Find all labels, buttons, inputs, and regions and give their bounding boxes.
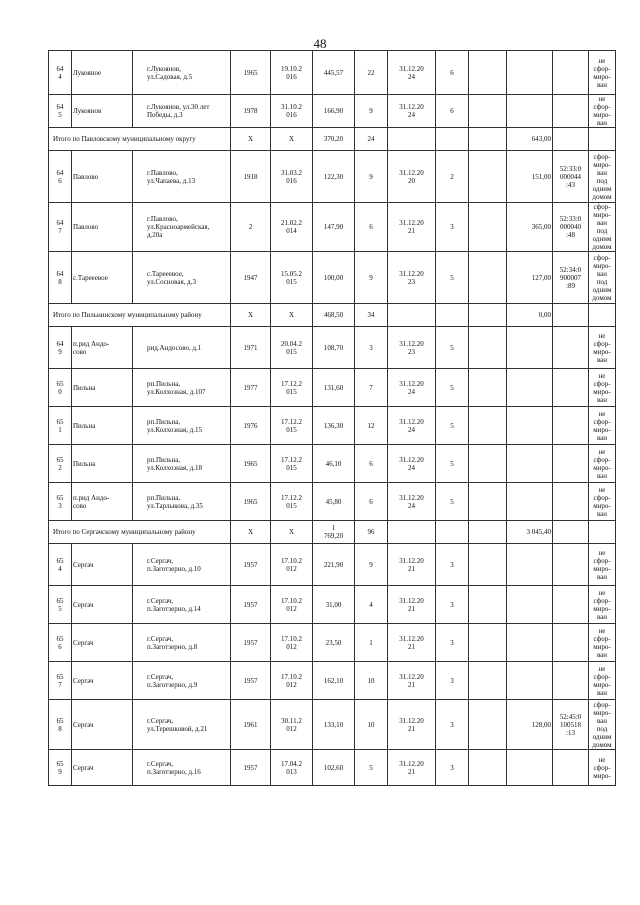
cell-locality: п.рид Андо- сово	[72, 327, 133, 369]
cell-empty	[388, 128, 436, 151]
cell-date: 17.10.2 012	[271, 662, 313, 700]
cell-date: 31.10.2 016	[271, 95, 313, 128]
total-sum: 643,00	[507, 128, 553, 151]
cell-residents: 4	[355, 586, 388, 624]
cell-empty	[553, 128, 589, 151]
cell-locality: Сергач	[72, 662, 133, 700]
cell-residents: 9	[355, 252, 388, 304]
total-x2: X	[271, 521, 313, 544]
cell-sum	[507, 624, 553, 662]
cell-date: 15.05.2 015	[271, 252, 313, 304]
cell-number: 65 5	[49, 586, 72, 624]
cell-empty	[436, 304, 469, 327]
cell-empty	[469, 203, 507, 252]
cell-number: 65 0	[49, 369, 72, 407]
cell-count: 6	[436, 95, 469, 128]
cell-address: г.Лукоянов, ул.Садовая, д.5	[133, 51, 231, 95]
cell-area: 31,00	[313, 586, 355, 624]
cell-count: 3	[436, 624, 469, 662]
cell-sum	[507, 586, 553, 624]
cell-date: 30.11.2 012	[271, 700, 313, 750]
cell-year: 1957	[231, 750, 271, 786]
cell-number: 64 5	[49, 95, 72, 128]
cell-land-status: сфор- миро- ван под одним домом	[589, 203, 616, 252]
cell-land-status: не сфор- миро- ван	[589, 662, 616, 700]
cell-residents: 1	[355, 624, 388, 662]
table-row	[49, 252, 616, 304]
total-x2: X	[271, 128, 313, 151]
cell-cadastral	[553, 95, 589, 128]
cell-deadline: 31.12.20 24	[388, 369, 436, 407]
cell-deadline: 31.12.20 24	[388, 445, 436, 483]
total-x2: X	[271, 304, 313, 327]
cell-area: 162,10	[313, 662, 355, 700]
cell-cadastral	[553, 51, 589, 95]
cell-year: 1976	[231, 407, 271, 445]
cell-sum	[507, 544, 553, 586]
cell-sum	[507, 327, 553, 369]
table-row	[49, 750, 616, 786]
cell-count: 5	[436, 369, 469, 407]
cell-cadastral: 52:45:0 100518 :13	[553, 700, 589, 750]
cell-deadline: 31.12.20 24	[388, 483, 436, 521]
cell-locality: п.рид Андо- сово	[72, 483, 133, 521]
cell-date: 17.12.2 015	[271, 483, 313, 521]
cell-empty	[469, 586, 507, 624]
cell-count: 3	[436, 544, 469, 586]
cell-cadastral: 52:33:0 000044 :43	[553, 151, 589, 203]
cell-sum: 127,00	[507, 252, 553, 304]
total-row	[49, 304, 616, 327]
cell-empty	[469, 252, 507, 304]
cell-cadastral	[553, 327, 589, 369]
cell-deadline: 31.12.20 21	[388, 624, 436, 662]
cell-residents: 6	[355, 203, 388, 252]
cell-address: г.Сергач, п.Заготзерно, д.10	[133, 544, 231, 586]
total-label: Итого по Павловскому муниципальному округу	[49, 128, 231, 151]
cell-year: 1965	[231, 51, 271, 95]
total-label: Итого по Пильнинскому муниципальному району	[49, 304, 231, 327]
cell-year: 1961	[231, 700, 271, 750]
register-table	[48, 50, 616, 786]
cell-sum	[507, 95, 553, 128]
total-residents: 96	[355, 521, 388, 544]
table-row	[49, 586, 616, 624]
cell-sum: 151,00	[507, 151, 553, 203]
cell-area: 45,80	[313, 483, 355, 521]
cell-area: 122,30	[313, 151, 355, 203]
table-row	[49, 51, 616, 95]
cell-area: 445,57	[313, 51, 355, 95]
table-row	[49, 327, 616, 369]
cell-locality: Пильна	[72, 369, 133, 407]
cell-empty	[436, 128, 469, 151]
cell-land-status: сфор- миро- ван под одним домом	[589, 252, 616, 304]
cell-land-status: не сфор- миро-	[589, 750, 616, 786]
cell-deadline: 31.12.20 21	[388, 662, 436, 700]
cell-locality: Сергач	[72, 544, 133, 586]
cell-number: 64 8	[49, 252, 72, 304]
cell-area: 221,90	[313, 544, 355, 586]
cell-count: 5	[436, 327, 469, 369]
cell-year: 1971	[231, 327, 271, 369]
cell-cadastral	[553, 662, 589, 700]
cell-cadastral	[553, 624, 589, 662]
cell-date: 17.12.2 015	[271, 369, 313, 407]
cell-area: 46,10	[313, 445, 355, 483]
cell-number: 65 6	[49, 624, 72, 662]
cell-empty	[589, 128, 616, 151]
cell-locality: Сергач	[72, 700, 133, 750]
cell-area: 100,00	[313, 252, 355, 304]
table-row	[49, 369, 616, 407]
cell-empty	[469, 51, 507, 95]
cell-land-status: сфор- миро- ван под одним домом	[589, 700, 616, 750]
cell-empty	[469, 304, 507, 327]
cell-empty	[469, 151, 507, 203]
table-row	[49, 445, 616, 483]
cell-land-status: не сфор- миро- ван	[589, 445, 616, 483]
cell-deadline: 31.12.20 21	[388, 586, 436, 624]
cell-sum	[507, 407, 553, 445]
cell-residents: 9	[355, 95, 388, 128]
table-row	[49, 95, 616, 128]
cell-address: с.Тарееевое, ул.Сосновая, д.3	[133, 252, 231, 304]
cell-sum: 128,00	[507, 700, 553, 750]
cell-number: 65 8	[49, 700, 72, 750]
cell-year: 1965	[231, 483, 271, 521]
cell-address: рп.Пильна, ул.Колхозная, д.15	[133, 407, 231, 445]
cell-number: 64 6	[49, 151, 72, 203]
cell-deadline: 31.12.20 24	[388, 51, 436, 95]
cell-address: рп.Пильна, ул.Колхозная, д.107	[133, 369, 231, 407]
cell-residents: 12	[355, 407, 388, 445]
cell-area: 166,90	[313, 95, 355, 128]
total-row	[49, 128, 616, 151]
cell-address: г.Сергач, ул.Терешковой, д.21	[133, 700, 231, 750]
cell-sum	[507, 662, 553, 700]
cell-land-status: не сфор- миро- ван	[589, 369, 616, 407]
cell-date: 17.10.2 012	[271, 586, 313, 624]
cell-cadastral	[553, 586, 589, 624]
cell-year: 1957	[231, 586, 271, 624]
cell-land-status: не сфор- миро- ван	[589, 407, 616, 445]
cell-empty	[469, 327, 507, 369]
cell-count: 2	[436, 151, 469, 203]
cell-sum	[507, 51, 553, 95]
total-label: Итого по Сергачскому муниципальному району	[49, 521, 231, 544]
cell-deadline: 31.12.20 21	[388, 544, 436, 586]
total-x1: X	[231, 128, 271, 151]
cell-area: 23,50	[313, 624, 355, 662]
cell-date: 20.04.2 015	[271, 327, 313, 369]
cell-cadastral	[553, 445, 589, 483]
cell-locality: Сергач	[72, 586, 133, 624]
cell-locality: Сергач	[72, 624, 133, 662]
cell-deadline: 31.12.20 21	[388, 700, 436, 750]
cell-land-status: сфор- миро- ван под одним домом	[589, 151, 616, 203]
cell-area: 136,30	[313, 407, 355, 445]
cell-residents: 7	[355, 369, 388, 407]
cell-number: 64 7	[49, 203, 72, 252]
cell-empty	[388, 521, 436, 544]
total-x1: X	[231, 304, 271, 327]
cell-deadline: 31.12.20 23	[388, 252, 436, 304]
cell-year: 1918	[231, 151, 271, 203]
cell-date: 17.12.2 015	[271, 445, 313, 483]
cell-count: 3	[436, 203, 469, 252]
cell-count: 5	[436, 252, 469, 304]
cell-sum	[507, 750, 553, 786]
cell-cadastral	[553, 750, 589, 786]
total-sum: 0,00	[507, 304, 553, 327]
table-row	[49, 700, 616, 750]
cell-deadline: 31.12.20 20	[388, 151, 436, 203]
cell-area: 131,60	[313, 369, 355, 407]
cell-empty	[469, 700, 507, 750]
cell-count: 6	[436, 51, 469, 95]
cell-year: 1977	[231, 369, 271, 407]
total-area: 370,20	[313, 128, 355, 151]
cell-locality: Павлово	[72, 203, 133, 252]
cell-residents: 6	[355, 483, 388, 521]
cell-locality: Пильна	[72, 407, 133, 445]
cell-number: 65 1	[49, 407, 72, 445]
cell-date: 17.12.2 015	[271, 407, 313, 445]
cell-empty	[469, 750, 507, 786]
cell-land-status: не сфор- миро- ван	[589, 624, 616, 662]
cell-count: 5	[436, 483, 469, 521]
table-row	[49, 151, 616, 203]
cell-number: 65 2	[49, 445, 72, 483]
cell-sum	[507, 445, 553, 483]
cell-address: г.Сергач, п.Заготзерно, д.9	[133, 662, 231, 700]
cell-year: 1957	[231, 544, 271, 586]
cell-empty	[469, 521, 507, 544]
cell-land-status: не сфор- миро- ван	[589, 586, 616, 624]
cell-date: 19.10.2 016	[271, 51, 313, 95]
cell-empty	[553, 521, 589, 544]
cell-count: 5	[436, 407, 469, 445]
cell-year: 2	[231, 203, 271, 252]
cell-empty	[469, 369, 507, 407]
cell-residents: 9	[355, 544, 388, 586]
cell-address: г.Павлово, ул.Красноармейская, д.20а	[133, 203, 231, 252]
cell-year: 1965	[231, 445, 271, 483]
cell-empty	[469, 128, 507, 151]
cell-year: 1957	[231, 624, 271, 662]
table-row	[49, 483, 616, 521]
cell-date: 31.03.2 016	[271, 151, 313, 203]
cell-count: 3	[436, 662, 469, 700]
cell-date: 17.04.2 013	[271, 750, 313, 786]
cell-date: 17.10.2 012	[271, 544, 313, 586]
cell-empty	[469, 407, 507, 445]
cell-land-status: не сфор- миро- ван	[589, 95, 616, 128]
cell-empty	[469, 483, 507, 521]
cell-empty	[469, 445, 507, 483]
cell-year: 1957	[231, 662, 271, 700]
cell-area: 147,90	[313, 203, 355, 252]
cell-residents: 3	[355, 327, 388, 369]
table-row	[49, 544, 616, 586]
cell-residents: 9	[355, 151, 388, 203]
cell-number: 64 9	[49, 327, 72, 369]
cell-locality: с.Тарееевое	[72, 252, 133, 304]
cell-locality: Лукояное	[72, 51, 133, 95]
cell-cadastral	[553, 369, 589, 407]
cell-residents: 10	[355, 662, 388, 700]
cell-residents: 6	[355, 445, 388, 483]
cell-sum	[507, 369, 553, 407]
cell-sum: 365,00	[507, 203, 553, 252]
total-residents: 34	[355, 304, 388, 327]
cell-cadastral	[553, 483, 589, 521]
cell-date: 17.10.2 012	[271, 624, 313, 662]
cell-empty	[589, 304, 616, 327]
cell-address: рп.Пильна, ул.Колхозная, д.18	[133, 445, 231, 483]
cell-deadline: 31.12.20 24	[388, 95, 436, 128]
cell-empty	[436, 521, 469, 544]
table-row	[49, 407, 616, 445]
cell-cadastral	[553, 544, 589, 586]
cell-address: г.Сергач, п.Заготзерно, д.16	[133, 750, 231, 786]
cell-count: 3	[436, 586, 469, 624]
cell-address: г.Сергач, п.Заготзерно, д.14	[133, 586, 231, 624]
cell-number: 65 3	[49, 483, 72, 521]
total-residents: 24	[355, 128, 388, 151]
total-x1: X	[231, 521, 271, 544]
total-row	[49, 521, 616, 544]
cell-deadline: 31.12.20 23	[388, 327, 436, 369]
cell-residents: 22	[355, 51, 388, 95]
cell-count: 3	[436, 700, 469, 750]
cell-land-status: не сфор- миро- ван	[589, 483, 616, 521]
cell-area: 133,10	[313, 700, 355, 750]
cell-address: рид.Андосово, д.1	[133, 327, 231, 369]
total-area: 1 769,20	[313, 521, 355, 544]
cell-empty	[469, 544, 507, 586]
cell-land-status: не сфор- миро- ван	[589, 51, 616, 95]
cell-cadastral: 52:34:0 900007 :89	[553, 252, 589, 304]
cell-locality: Пильна	[72, 445, 133, 483]
cell-land-status: не сфор- миро- ван	[589, 327, 616, 369]
cell-area: 102,60	[313, 750, 355, 786]
cell-address: г.Павлово, ул.Чапаева, д.13	[133, 151, 231, 203]
cell-empty	[589, 521, 616, 544]
cell-year: 1947	[231, 252, 271, 304]
cell-empty	[553, 304, 589, 327]
cell-address: г.Сергач, п.Заготзерно, д.8	[133, 624, 231, 662]
cell-locality: Лукоянов	[72, 95, 133, 128]
cell-land-status: не сфор- миро- ван	[589, 544, 616, 586]
table-row	[49, 662, 616, 700]
cell-year: 1978	[231, 95, 271, 128]
table-row	[49, 203, 616, 252]
total-area: 468,50	[313, 304, 355, 327]
cell-address: г.Лукоянов, ул.30 лет Победы, д.3	[133, 95, 231, 128]
cell-empty	[469, 624, 507, 662]
cell-residents: 5	[355, 750, 388, 786]
cell-deadline: 31.12.20 21	[388, 203, 436, 252]
table-row	[49, 624, 616, 662]
cell-number: 65 4	[49, 544, 72, 586]
cell-sum	[507, 483, 553, 521]
cell-empty	[388, 304, 436, 327]
cell-address: рп.Пильна, ул.Тарлыкова, д.35	[133, 483, 231, 521]
cell-deadline: 31.12.20 21	[388, 750, 436, 786]
cell-locality: Сергач	[72, 750, 133, 786]
cell-cadastral	[553, 407, 589, 445]
cell-count: 3	[436, 750, 469, 786]
cell-number: 65 7	[49, 662, 72, 700]
cell-number: 65 9	[49, 750, 72, 786]
page-number: 48	[313, 36, 327, 51]
cell-residents: 10	[355, 700, 388, 750]
cell-cadastral: 52:33:0 000040 :48	[553, 203, 589, 252]
cell-deadline: 31.12.20 24	[388, 407, 436, 445]
cell-empty	[469, 662, 507, 700]
total-sum: 3 045,40	[507, 521, 553, 544]
cell-number: 64 4	[49, 51, 72, 95]
cell-date: 21.02.2 014	[271, 203, 313, 252]
cell-empty	[469, 95, 507, 128]
cell-count: 5	[436, 445, 469, 483]
cell-locality: Павлово	[72, 151, 133, 203]
cell-area: 108,70	[313, 327, 355, 369]
